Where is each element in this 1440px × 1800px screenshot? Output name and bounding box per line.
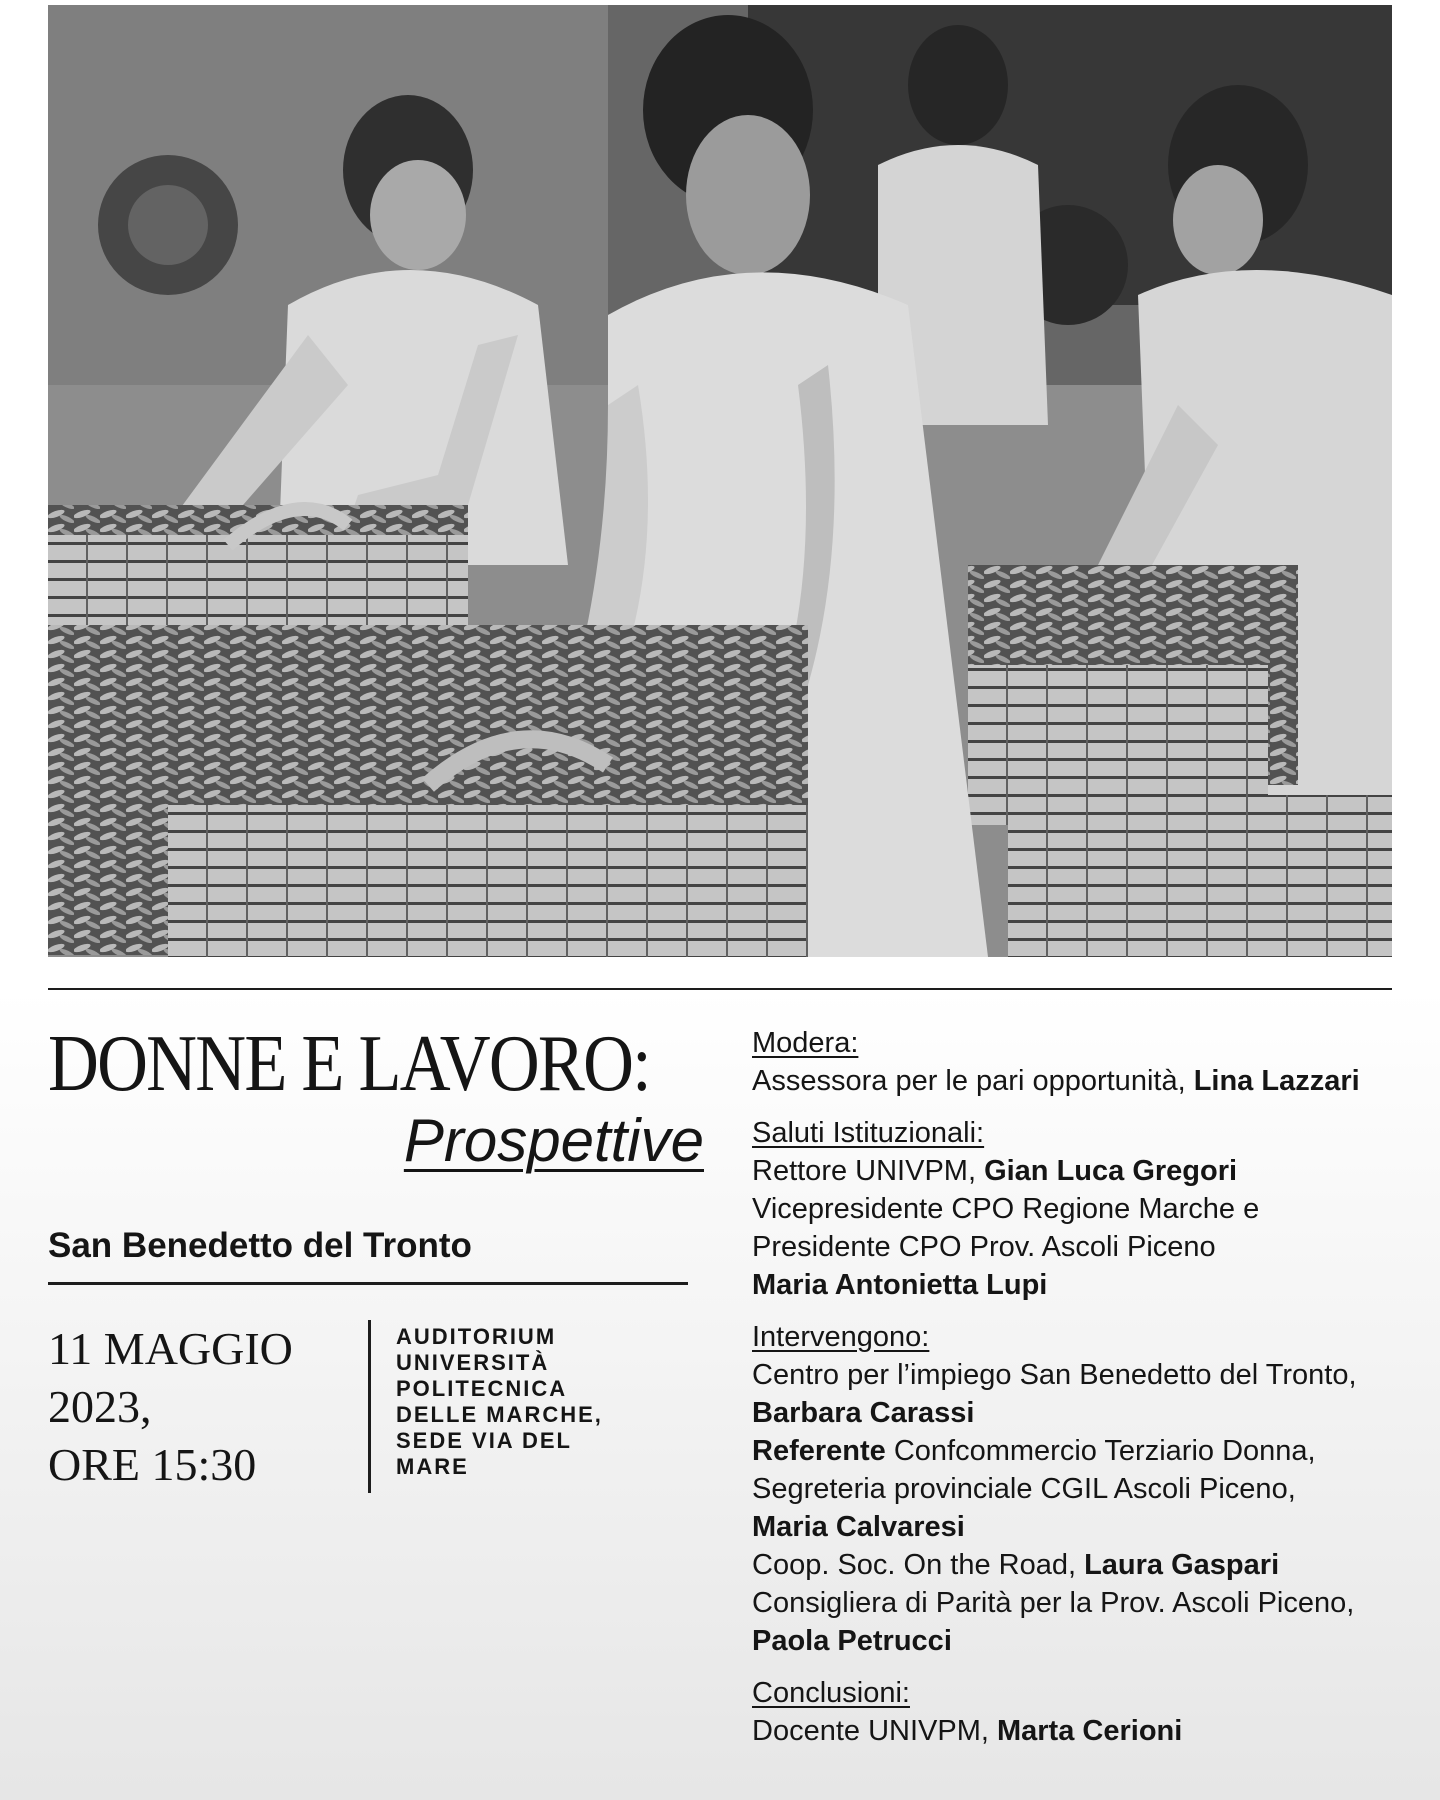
venue-line: AUDITORIUM <box>396 1324 557 1349</box>
venue-line: DELLE MARCHE, <box>396 1402 603 1427</box>
speaker-line <box>752 1152 1432 1190</box>
event-title: DONNE E LAVORO: <box>48 1020 650 1108</box>
speaker-role: Coop. Soc. On the Road, <box>752 1549 1085 1581</box>
speaker-role: Presidente CPO Prov. Ascoli Piceno <box>752 1231 1216 1263</box>
section-heading: Conclusioni: <box>752 1677 910 1709</box>
event-venue <box>396 1324 636 1480</box>
venue-line: UNIVERSITÀ <box>396 1350 550 1375</box>
speaker-role: Consigliera di Parità per la Prov. Ascoli Piceno, <box>752 1587 1355 1619</box>
section-heading: Modera: <box>752 1027 859 1059</box>
speaker-name: Gian Luca Gregori <box>984 1155 1238 1187</box>
city-divider <box>48 1282 688 1285</box>
speaker-role: Docente UNIVPM, <box>752 1715 997 1747</box>
venue-line: POLITECNICA <box>396 1376 568 1401</box>
venue-line: MARE <box>396 1454 469 1479</box>
speaker-name: Marta Cerioni <box>996 1715 1183 1747</box>
date-line-2: 2023, <box>48 1381 152 1432</box>
event-city: San Benedetto del Tronto <box>48 1226 472 1265</box>
speaker-name: Maria Antonietta Lupi <box>752 1269 1048 1301</box>
speaker-role: Rettore UNIVPM, <box>752 1155 985 1187</box>
time-line: ORE 15:30 <box>48 1439 257 1490</box>
event-subtitle <box>48 1106 704 1176</box>
speaker-line <box>752 1062 1432 1100</box>
speaker-role: Vicepresidente CPO Regione Marche e <box>752 1193 1260 1225</box>
speaker-role-bold: Referente <box>752 1435 886 1467</box>
section-conclusioni <box>752 1674 1432 1750</box>
speaker-name: Lina Lazzari <box>1193 1065 1360 1097</box>
speaker-role: Centro per l’impiego San Benedetto del Tronto, <box>752 1359 1357 1391</box>
section-heading: Saluti Istituzionali: <box>752 1117 985 1149</box>
speaker-line <box>752 1432 1432 1470</box>
program <box>752 1024 1432 1764</box>
women-sorting-beans-photo <box>48 5 1392 957</box>
section-saluti <box>752 1114 1432 1304</box>
section-heading: Intervengono: <box>752 1321 930 1353</box>
top-divider <box>48 988 1392 990</box>
speaker-line <box>752 1712 1432 1750</box>
speaker-role: Segreteria provinciale CGIL Ascoli Piceno, <box>752 1473 1296 1505</box>
section-modera <box>752 1024 1432 1100</box>
speaker-role: Assessora per le pari opportunità, <box>752 1065 1194 1097</box>
speaker-name: Barbara Carassi <box>752 1397 975 1429</box>
event-date <box>48 1320 348 1494</box>
date-line-1: 11 MAGGIO <box>48 1323 293 1374</box>
speaker-name: Paola Petrucci <box>752 1625 952 1657</box>
date-venue-divider <box>368 1320 371 1493</box>
speaker-name: Maria Calvaresi <box>752 1511 965 1543</box>
section-intervengono <box>752 1318 1432 1660</box>
speaker-line <box>752 1546 1432 1584</box>
speaker-name: Laura Gaspari <box>1084 1549 1280 1581</box>
venue-line: SEDE VIA DEL <box>396 1428 572 1453</box>
event-subtitle-text: Prospettive <box>403 1107 704 1174</box>
speaker-role: Confcommercio Terziario Donna, <box>885 1435 1316 1467</box>
hero-photo <box>48 5 1392 957</box>
